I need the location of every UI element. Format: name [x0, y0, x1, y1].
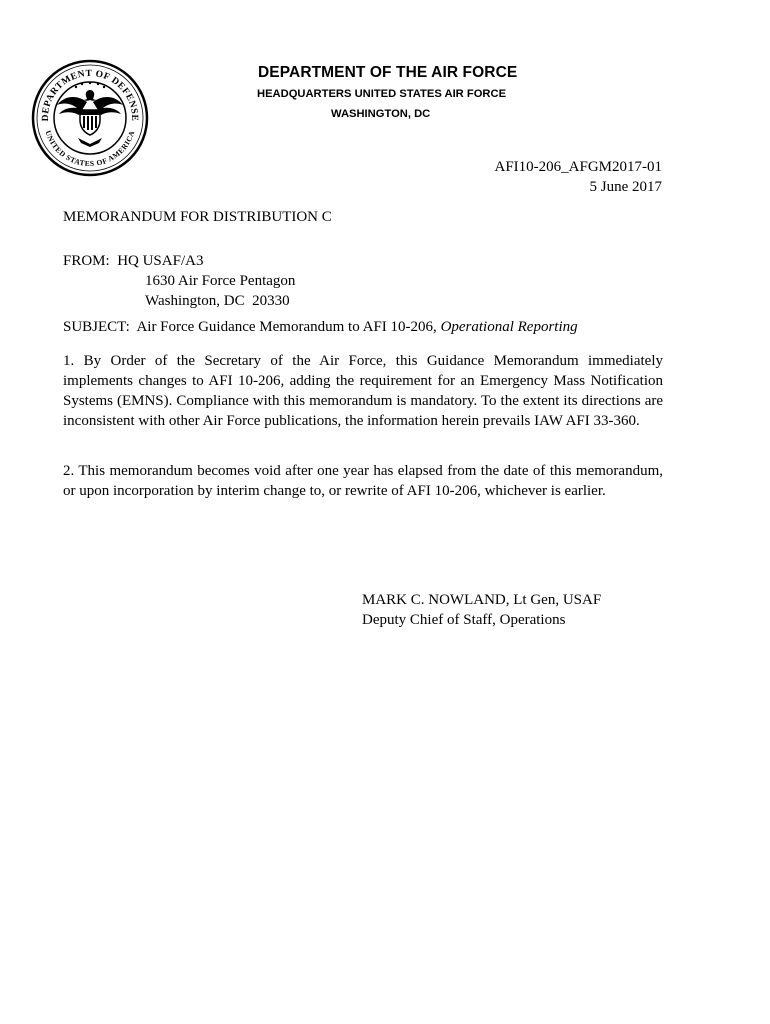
department-of-defense-seal-icon [30, 58, 150, 178]
letterhead-location: WASHINGTON, DC [331, 108, 431, 120]
paragraph-2: 2. This memorandum becomes void after one year has elapsed from the date of this memorandum, or upon incorporation by interim change to, or rewrite of AFI 10-206, whichever is earlier. [63, 463, 663, 499]
from-label: FROM: [63, 253, 110, 269]
subject-prefix: SUBJECT: Air Force Guidance Memorandum to AFI 10-206, [63, 319, 441, 335]
seal-bottom-text: UNITED STATES OF AMERICA [43, 129, 137, 169]
headquarters-title: HEADQUARTERS UNITED STATES AIR FORCE [257, 88, 507, 100]
from-office: HQ USAF/A3 [117, 253, 204, 269]
memo-distribution: MEMORANDUM FOR DISTRIBUTION C [63, 209, 332, 225]
memo-number: AFI10-206_AFGM2017-01 [494, 159, 662, 175]
signature-block [362, 590, 601, 630]
reference-block [494, 157, 662, 197]
memo-date: 5 June 2017 [589, 179, 662, 195]
from-address-line1: 1630 Air Force Pentagon [145, 273, 296, 289]
paragraph-1: 1. By Order of the Secretary of the Air Force, this Guidance Memorandum immediately implements changes to AFI 10-206, adding the requirement for an Emergency Mass Notification Systems (EMNS). Compliance with this memorandum is mandatory. To the extent its directions are inconsistent with other Air Force publications, the information herein prevails IAW AFI 33-360. [63, 353, 663, 429]
subject-line [63, 317, 663, 337]
from-address-line2: Washington, DC 20330 [145, 293, 290, 309]
seal-top-text: DEPARTMENT OF DEFENSE [40, 68, 140, 122]
signer-title: Deputy Chief of Staff, Operations [362, 612, 566, 628]
from-block [63, 251, 663, 311]
signer-name: MARK C. NOWLAND, Lt Gen, USAF [362, 592, 602, 608]
subject-title: Operational Reporting [440, 319, 578, 335]
department-title: DEPARTMENT OF THE AIR FORCE [258, 64, 518, 81]
